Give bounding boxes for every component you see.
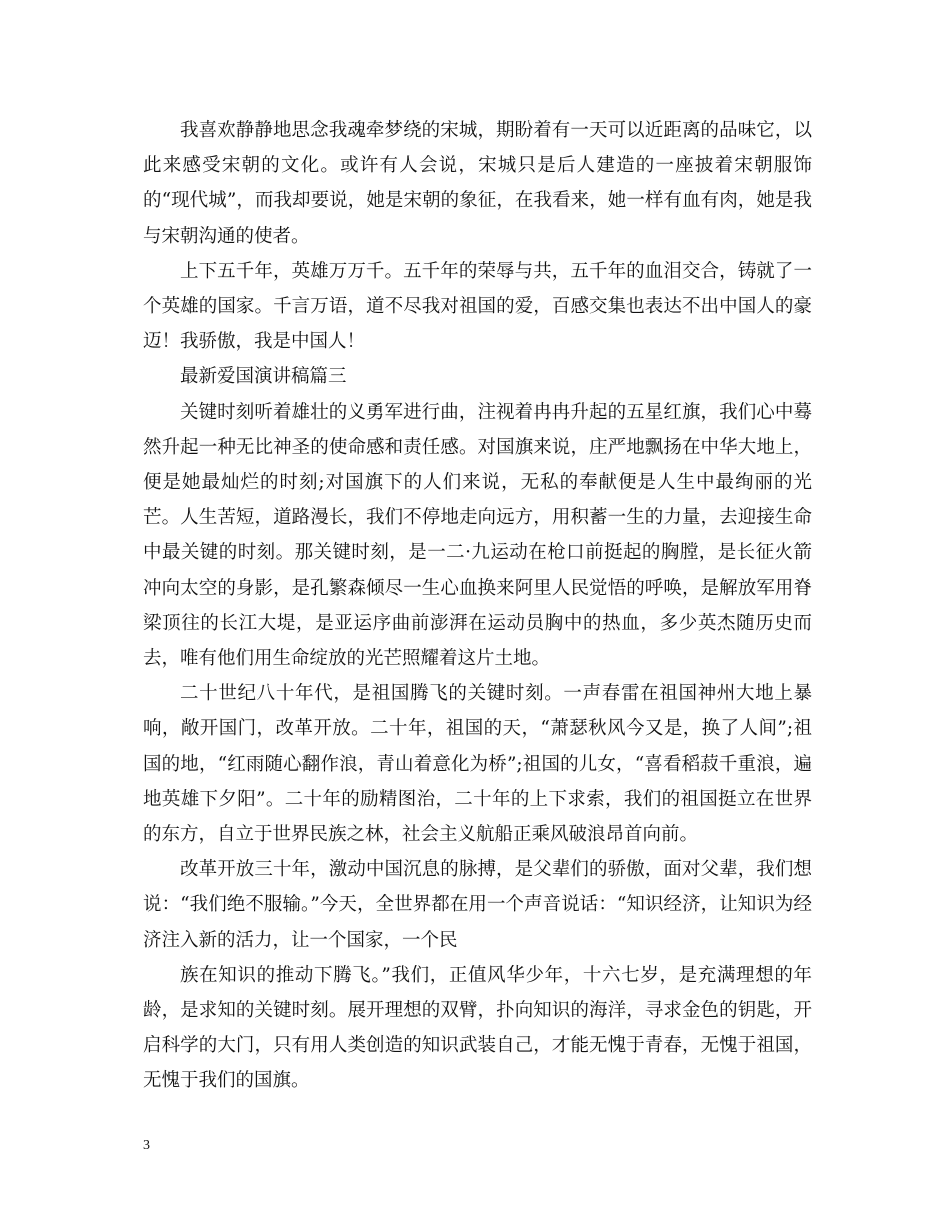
paragraph: 改革开放三十年，激动中国沉息的脉搏，是父辈们的骄傲，面对父辈，我们想说：“我们绝不服输。”今天，全世界都在用一个声音说话：“知识经济，让知识为经济注入新的活力，让一个国家，一个民 (143, 859, 812, 951)
paragraph: 关键时刻听着雄壮的义勇军进行曲，注视着冉冉升起的五星红旗，我们心中蓦然升起一种无比神圣的使命感和责任感。对国旗来说，庄严地飘扬在中华大地上，便是她最灿烂的时刻;对国旗下的人们来说，无私的奉献便是人生中最绚丽的光芒。人生苦短，道路漫长，我们不停地走向远方，用积蓄一生的力量，去迎接生命中最关键的时刻。那关键时刻，是一二·九运动在枪口前挺起的胸膛，是长征火箭冲向太空的身影，是孔繁森倾尽一生心血换来阿里人民觉悟的呼唤，是解放军用脊梁顶往的长江大堤，是亚运序曲前澎湃在运动员胸中的热血，多少英杰随历史而去，唯有他们用生命绽放的光芒照耀着这片土地。 (143, 401, 812, 670)
paragraph: 二十世纪八十年代，是祖国腾飞的关键时刻。一声春雷在祖国神州大地上暴响，敞开国门，改革开放。二十年，祖国的天，“萧瑟秋风今又是，换了人间”;祖国的地，“红雨随心翻作浪，青山着意化为桥”;祖国的儿女，“喜看稻菽千重浪，遍地英雄下夕阳”。二十年的励精图治，二十年的上下求索，我们的祖国挺立在世界的东方，自立于世界民族之林，社会主义航船正乘风破浪昂首向前。 (143, 683, 812, 846)
section-heading: 最新爱国演讲稿篇三 (180, 366, 347, 388)
paragraph: 族在知识的推动下腾飞。”我们，正值风华少年，十六七岁，是充满理想的年龄，是求知的关键时刻。展开理想的双臂，扑向知识的海洋，寻求金色的钥匙，开启科学的大门，只有用人类创造的知识武装自己，才能无愧于青春，无愧于祖国，无愧于我们的国旗。 (143, 964, 812, 1092)
paragraph: 我喜欢静静地思念我魂牵梦绕的宋城，期盼着有一天可以近距离的品味它，以此来感受宋朝的文化。或许有人会说，宋城只是后人建造的一座披着宋朝服饰的“现代城”，而我却要说，她是宋朝的象征，在我看来，她一样有血有肉，她是我与宋朝沟通的使者。 (143, 120, 812, 247)
paragraph: 上下五千年，英雄万万千。五千年的荣辱与共，五千年的血泪交合，铸就了一个英雄的国家。千言万语，道不尽我对祖国的爱，百感交集也表达不出中国人的豪迈！我骄傲，我是中国人！ (143, 260, 812, 353)
document-body (143, 113, 812, 1099)
page-number: 3 (143, 1138, 150, 1153)
